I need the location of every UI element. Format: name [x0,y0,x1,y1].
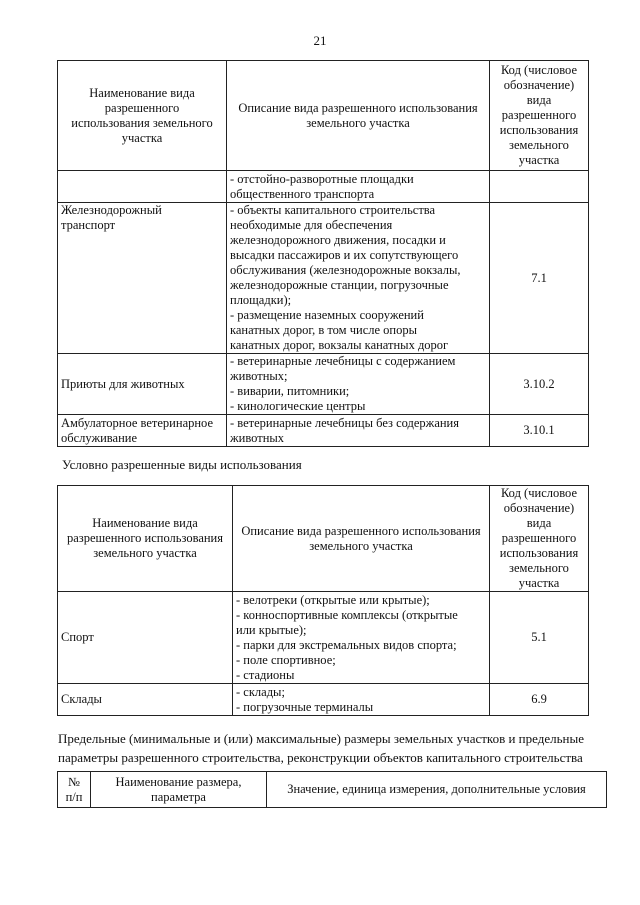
row-description: - объекты капитального строительства необходимые для обеспечения железнодорожного движения, посадки и высадки пассажиров и их сопутствующего обслуживания (железнодорожные вокзалы, железнодорожные станции, погрузочные площадки); - размещение наземных сооружений канатных дорог, в том числе опоры канатных дорог, вокзалы канатных дорог [227,203,490,354]
header-name: Наименование вида разрешенного использования земельного участка [58,486,233,592]
row-code: 3.10.1 [490,415,589,447]
table-row [58,684,589,716]
row-description: - ветеринарные лечебницы без содержания животных [227,415,490,447]
page-number: 21 [313,33,327,48]
header-value: Значение, единица измерения, дополнительные условия [267,772,607,808]
header-description: Описание вида разрешенного использования земельного участка [227,61,490,171]
header-code: Код (числовое обозначение) вида разрешенного использования земельного участка [490,486,589,592]
row-name: Железнодорожный транспорт [58,203,227,354]
table-row [58,415,589,447]
header-code: Код (числовое обозначение) вида разрешенного использования земельного участка [490,61,589,171]
row-description: - отстойно-разворотные площадки общественного транспорта [227,171,490,203]
header-description: Описание вида разрешенного использования земельного участка [233,486,490,592]
header-parameter: Наименование размера, параметра [91,772,267,808]
row-name [58,171,227,203]
row-code [490,171,589,203]
header-name: Наименование вида разрешенного использования земельного участка [58,61,227,171]
table-parameters [57,771,607,808]
row-name: Спорт [58,592,233,684]
header-number: № п/п [58,772,91,808]
row-description: - склады; - погрузочные терминалы [233,684,490,716]
limits-paragraph: Предельные (минимальные и (или) максимальные) размеры земельных участков и предельные параметры разрешенного строительства, реконструкции объектов капитального строительства [58,731,584,765]
row-name: Приюты для животных [58,354,227,415]
row-name: Склады [58,684,233,716]
row-code: 5.1 [490,592,589,684]
table-row [58,171,589,203]
table-row [58,592,589,684]
table-header-row [58,486,589,592]
table-row [58,203,589,354]
table-permitted-uses [57,60,589,447]
row-name: Амбулаторное ветеринарное обслуживание [58,415,227,447]
row-description: - велотреки (открытые или крытые); - конноспортивные комплексы (открытые или крытые); - парки для экстремальных видов спорта; - поле спортивное; - стадионы [233,592,490,684]
row-code: 6.9 [490,684,589,716]
table-header-row [58,772,607,808]
row-description: - ветеринарные лечебницы с содержанием животных; - виварии, питомники; - кинологические центры [227,354,490,415]
row-code: 3.10.2 [490,354,589,415]
table-row [58,354,589,415]
row-code: 7.1 [490,203,589,354]
table-header-row [58,61,589,171]
section-title: Условно разрешенные виды использования [62,457,302,472]
table-conditional-uses [57,485,589,716]
